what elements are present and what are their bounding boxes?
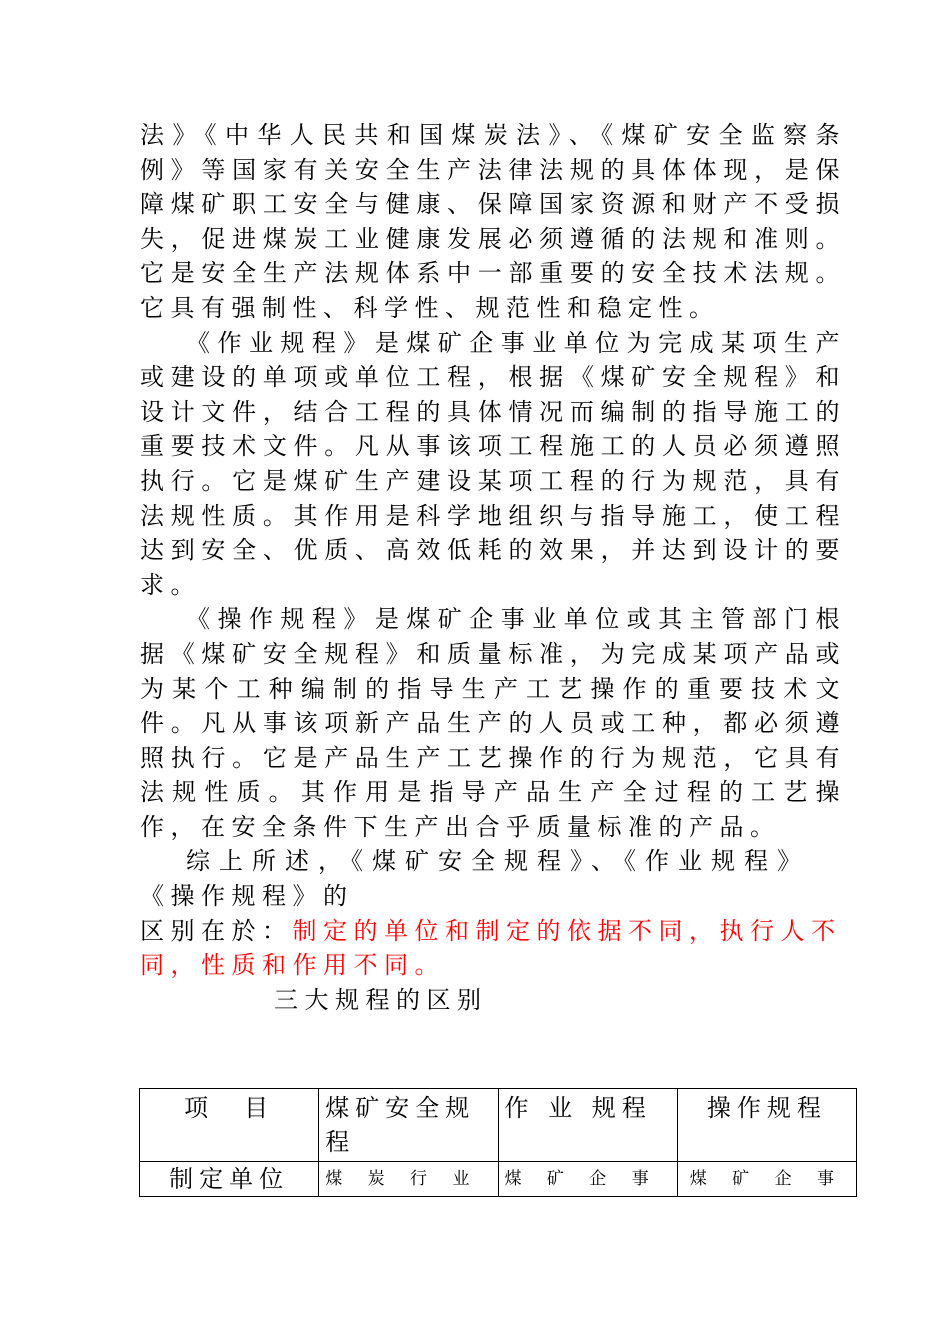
summary-line-2: 《操作规程》的 (140, 882, 354, 911)
cell-work: 煤 矿 企 事 (498, 1162, 677, 1197)
header-work-regulations: 作 业 规程 (498, 1089, 677, 1162)
cell-row-label: 制定单位 (140, 1162, 319, 1197)
summary-line-1: 综上所述，《煤矿安全规程》、《作业规程》 (186, 847, 810, 876)
comparison-table (139, 1088, 857, 1197)
paragraph-work-regulations: 《作业规程》是煤矿企事业单位为完成某项生产或建设的单项或单位工程，根据《煤矿安全规程》和设计文件，结合工程的具体情况而编制的指导施工的重要技术文件。凡从事该项工程施工的人员必须遵照执行。它是煤矿生产建设某项工程的行为规范，具有法规性质。其作用是科学地组织与指导施工，使工程达到安全、优质、高效低耗的效果，并达到设计的要求。 (140, 328, 846, 599)
header-item: 项 目 (140, 1089, 319, 1162)
header-safety-regulations: 煤矿安全规程 (319, 1089, 498, 1162)
table-header-row (140, 1089, 857, 1162)
cell-safety: 煤 炭 行 业 (319, 1162, 498, 1197)
paragraph-safety-regulations: 法》《中华人民共和国煤炭法》、《煤矿安全监察条例》等国家有关安全生产法律法规的具体体现，是保障煤矿职工安全与健康、保障国家资源和财产不受损失，促进煤炭工业健康发展必须遵循的法规和准则。它是安全生产法规体系中一部重要的安全技术法规。它具有强制性、科学性、规范性和稳定性。 (140, 121, 846, 322)
summary-conclusion (140, 914, 846, 983)
summary-prefix: 区别在於： (140, 916, 293, 945)
cell-operating: 煤 矿 企 事 (677, 1162, 856, 1197)
header-operating-regulations: 操作规程 (677, 1089, 856, 1162)
paragraph-operating-regulations: 《操作规程》是煤矿企事业单位或其主管部门根据《煤矿安全规程》和质量标准，为完成某项产品或为某个工种编制的指导生产工艺操作的重要技术文件。凡从事该项新产品生产的人员或工种，都必须遵照执行。它是产品生产工艺操作的行为规范，它具有法规性质。其作用是指导产品生产全过程的工艺操作，在安全条件下生产出合乎质量标准的产品。 (140, 605, 846, 841)
table-row (140, 1162, 857, 1197)
summary-highlight: 制定的单位和制定的依据不同，执行人不同，性质和作用不同。 (140, 916, 842, 980)
table-title: 三大规程的区别 (274, 985, 488, 1014)
document-body (140, 118, 846, 1017)
